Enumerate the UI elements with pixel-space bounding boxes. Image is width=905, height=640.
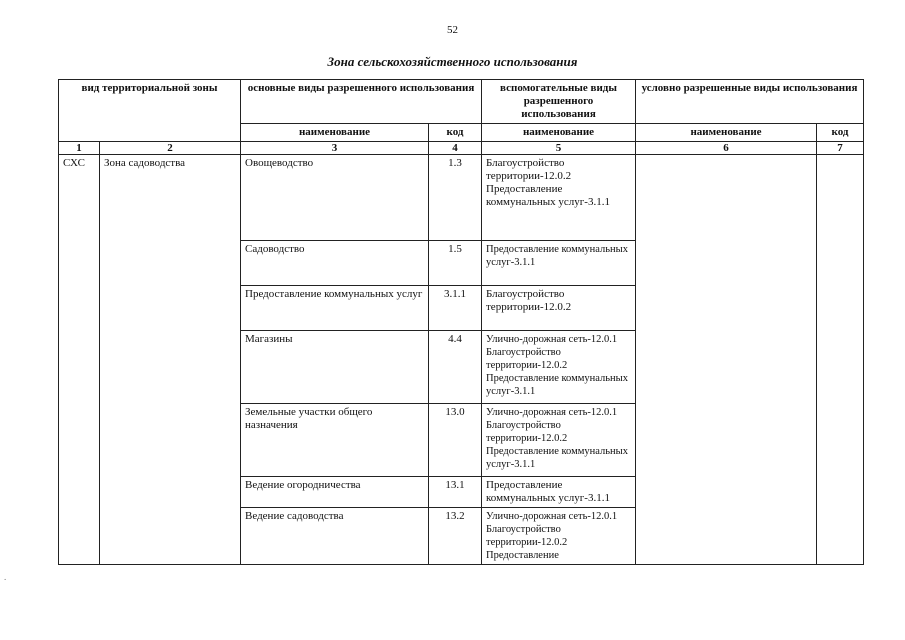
column-number: 4: [429, 142, 482, 155]
use-code: 3.1.1: [429, 286, 482, 331]
header-cond-name: наименование: [636, 124, 817, 142]
column-number: 3: [241, 142, 429, 155]
table-row: [59, 155, 864, 241]
column-number: 5: [482, 142, 636, 155]
aux-uses: Предоставление коммунальных услуг-3.1.1: [482, 241, 636, 286]
page-number: 52: [447, 24, 458, 36]
zone-name: Зона садоводства: [100, 155, 241, 565]
zone-code: СХС: [59, 155, 100, 565]
use-code: 13.2: [429, 508, 482, 565]
use-name: Ведение огородничества: [241, 477, 429, 508]
header-aux-name: наименование: [482, 124, 636, 142]
conditional-use-name: [636, 155, 817, 565]
column-number: 6: [636, 142, 817, 155]
use-code: 13.0: [429, 404, 482, 477]
zoning-table: [58, 79, 864, 565]
column-number: 2: [100, 142, 241, 155]
use-name: Магазины: [241, 331, 429, 404]
use-code: 4.4: [429, 331, 482, 404]
aux-uses: Улично-дорожная сеть-12.0.1 Благоустройство территории-12.0.2 Предоставление коммунальных услуг-3.1.1: [482, 404, 636, 477]
use-code: 1.3: [429, 155, 482, 241]
column-number: 7: [817, 142, 864, 155]
header-cond-code: код: [817, 124, 864, 142]
header-main-uses: основные виды разрешенного использования: [241, 80, 482, 124]
header-zone-type: вид территориальной зоны: [59, 80, 241, 142]
use-name: Овощеводство: [241, 155, 429, 241]
aux-uses: Улично-дорожная сеть-12.0.1 Благоустройство территории-12.0.2 Предоставление коммунальных услуг-3.1.1: [482, 331, 636, 404]
header-conditional-uses: условно разрешенные виды использования: [636, 80, 864, 124]
aux-uses: Предоставление коммунальных услуг-3.1.1: [482, 477, 636, 508]
header-aux-uses: вспомогательные виды разрешенного использования: [482, 80, 636, 124]
use-name: Предоставление коммунальных услуг: [241, 286, 429, 331]
use-name: Садоводство: [241, 241, 429, 286]
use-code: 1.5: [429, 241, 482, 286]
scan-mark: .: [4, 572, 7, 582]
column-number: 1: [59, 142, 100, 155]
use-name: Земельные участки общего назначения: [241, 404, 429, 477]
header-main-name: наименование: [241, 124, 429, 142]
use-name: Ведение садоводства: [241, 508, 429, 565]
header-main-code: код: [429, 124, 482, 142]
aux-uses: Улично-дорожная сеть-12.0.1 Благоустройство территории-12.0.2 Предоставление: [482, 508, 636, 565]
page-title: Зона сельскохозяйственного использования: [327, 54, 578, 69]
conditional-use-code: [817, 155, 864, 565]
use-code: 13.1: [429, 477, 482, 508]
aux-uses: Благоустройство территории-12.0.2 Предоставление коммунальных услуг-3.1.1: [482, 155, 636, 241]
aux-uses: Благоустройство территории-12.0.2: [482, 286, 636, 331]
